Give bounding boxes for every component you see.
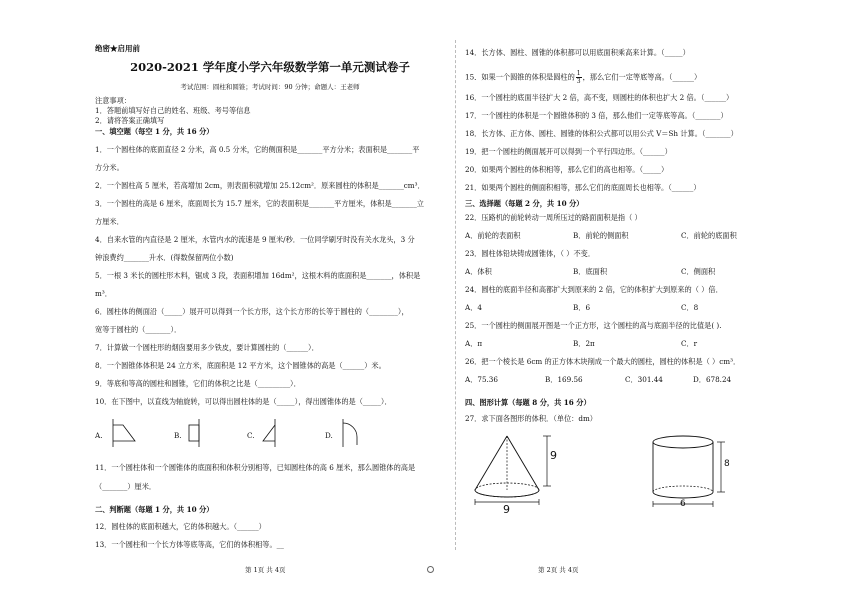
q23-line: 23．圆柱体铅块铸成圆锥体，（ ）不变． — [465, 249, 596, 258]
q10-label-d: D. — [325, 431, 333, 440]
q21-line: 21．如果两个圆柱的侧面积相等，那么它们的底面周长也相等。（______） — [465, 183, 701, 192]
q11-line1: 11．一个圆柱体和一个圆锥体的底面积和体积分别相等，已知圆柱体的高 6 厘米，那么圆锥体的高是 — [95, 463, 416, 472]
section3-title: 三、选择题（每题 2 分，共 10 分） — [465, 199, 584, 208]
q2-line: 2．一个圆柱高 5 厘米，若高增加 2cm，则表面积就增加 25.12cm²．原来圆柱的体积是_______cm³． — [95, 181, 425, 190]
cylinder-base-label: 6 — [680, 499, 686, 509]
q15-text-a: 15．如果一个圆锥的体积是圆柱的 — [465, 72, 575, 82]
q11-line2: （_______）厘米． — [95, 482, 157, 491]
cone-height-label: 9 — [550, 449, 557, 462]
q4-line2: 钟浪费约_______升水．(得数保留两位小数) — [95, 253, 234, 262]
fraction-den: 3 — [576, 78, 581, 85]
q24-option-b: B．6 — [573, 303, 591, 312]
binding-circle — [427, 566, 434, 573]
q7-line: 7．计算做一个圆柱形的烟囱要用多少铁皮，要计算圆柱的（______）． — [95, 343, 319, 352]
q14-line: 14．长方体、圆柱、圆锥的体积都可以用底面积乘高来计算。（_____） — [465, 48, 690, 57]
q16-line: 16．一个圆柱的底面半径扩大 2 倍，高不变，则圆柱的体积也扩大 2 倍。（______） — [465, 93, 734, 102]
q10-figure-d — [337, 417, 367, 449]
section4-title: 四、图形计算（每题 8 分，共 16 分） — [465, 398, 591, 407]
q19-line: 19．把一个圆柱的侧面展开可以得到一个平行四边形。（______） — [465, 147, 672, 156]
q23-option-c: C．侧面积 — [681, 267, 716, 276]
secret-label: 绝密★启用前 — [95, 44, 140, 53]
page-divider — [455, 40, 456, 550]
section1-title: 一、填空题（每空 1 分，共 16 分） — [95, 127, 214, 136]
left-page — [95, 0, 445, 596]
q26-option-b: B．169.56 — [545, 375, 583, 384]
section2-title: 二、判断题（每题 1 分，共 10 分） — [95, 505, 214, 514]
q27-line: 27．求下面各图形的体积．（单位：dm） — [465, 414, 597, 423]
q26-option-d: D．678.24 — [693, 375, 732, 384]
q10-figure-a — [109, 417, 139, 449]
q25-option-a: A．π — [465, 339, 483, 348]
one-third-fraction — [576, 70, 582, 85]
notes-title: 注意事项： — [95, 96, 131, 105]
q10-figure-c — [259, 417, 289, 449]
q24-line: 24．圆柱的底面半径和高都扩大到原来的 2 倍，它的体积扩大到原来的（ ）倍． — [465, 285, 723, 294]
q23-option-a: A．体积 — [465, 267, 492, 276]
q24-option-a: A．4 — [465, 303, 482, 312]
q26-option-a: A．75.36 — [465, 375, 498, 384]
q12-line: 12．圆柱体的底面积越大，它的体积越大。（______） — [95, 522, 266, 531]
q1-line1: 1．一个圆柱体的底面直径 2 分米，高 0.5 分米，它的侧面积是_______平方分米；表面积是_______平 — [95, 145, 420, 154]
q4-line1: 4．自来水管的内直径是 2 厘米，水管内水的流速是 9 厘米/秒．一位同学刷牙时没有关水龙头，3 分 — [95, 235, 415, 244]
q5-line1: 5．一根 3 米长的圆柱形木料，锯成 3 段，表面积增加 16dm²，这根木料的底面积是_______，体积是 — [95, 271, 421, 280]
q9-line: 9．等底和等高的圆柱和圆锥，它们的体积之比是（_________）． — [95, 379, 301, 388]
q26-line: 26．把一个棱长是 6cm 的正方体木块削成一个最大的圆柱，圆柱的体积是（ ）cm³． — [465, 357, 741, 366]
q6-line2: 宽等于圆柱的（_______）． — [95, 325, 182, 334]
q10-label-a: A. — [95, 431, 103, 440]
exam-meta: 考试范围：圆柱和圆锥；考试时间：90 分钟；命题人：王老师 — [180, 83, 360, 91]
q15-line — [465, 70, 701, 85]
note-2: 2．请将答案正确填写 — [95, 116, 165, 125]
right-page — [465, 0, 815, 596]
q20-line: 20．如果两个圆柱的体积相等，那么它们的高也相等。（_____） — [465, 165, 669, 174]
cone-base-label: 9 — [503, 503, 510, 516]
q1-line2: 方分米。 — [95, 163, 124, 172]
cone-figure — [465, 430, 565, 512]
q26-option-c: C．301.44 — [625, 375, 663, 384]
q25-line: 25．一个圆柱的侧面展开图是一个正方形，这个圆柱的高与底面半径的比值是( ). — [465, 321, 722, 330]
q25-option-c: C．r — [681, 339, 698, 348]
q13-line: 13．一个圆柱和一个长方体等底等高，它们的体积相等。__ — [95, 540, 284, 549]
footer-right-page-number: 第 2页 共 4页 — [538, 566, 579, 574]
q25-option-b: B．2π — [573, 339, 595, 348]
q5-line2: m³． — [95, 289, 112, 298]
q24-option-c: C．8 — [681, 303, 699, 312]
q18-line: 18．长方体、正方体、圆柱、圆锥的体积公式都可以用公式 V＝Sh 计算。（_______） — [465, 129, 738, 138]
fraction-num: 1 — [576, 70, 581, 77]
q22-line: 22．压路机的前轮转动一周所压过的路面面积是指（ ） — [465, 213, 642, 222]
q15-text-b: ，那么它们一定等底等高。（______） — [582, 72, 702, 82]
q22-option-c: C．前轮的底面积 — [681, 231, 737, 240]
note-1: 1．答题前填写好自己的姓名、班级、考号等信息 — [95, 106, 251, 115]
q8-line: 8．一个圆锥体体积是 24 立方米，底面积是 12 平方米，这个圆锥体的高是（______）米。 — [95, 361, 386, 370]
q22-option-b: B．前轮的侧面积 — [573, 231, 629, 240]
q10-label-b: B. — [174, 431, 182, 440]
q10-line: 10．在下图中，以直线为轴旋转，可以得出圆柱体的是（_____），得出圆锥体的是（_____）． — [95, 397, 392, 406]
q10-figure-b — [185, 417, 215, 449]
q10-label-c: C. — [247, 431, 255, 440]
q17-line: 17．一个圆柱的体积是一个圆锥体积的 3 倍，那么他们一定等底等高。（_______） — [465, 111, 728, 120]
q3-line2: 方厘米． — [95, 217, 124, 226]
cylinder-figure — [645, 430, 745, 512]
q23-option-b: B．底面积 — [573, 267, 608, 276]
q3-line1: 3．一个圆柱的高是 6 厘米，底面周长为 15.7 厘米，它的表面积是_______平方厘米，体积是_______立 — [95, 199, 424, 208]
q6-line1: 6．圆柱体的侧面沿（_____）展开可以得到一个长方形，这个长方形的长等于圆柱的（________）， — [95, 307, 409, 316]
cylinder-height-label: 8 — [724, 459, 730, 469]
exam-title: 2020-2021 学年度小学六年级数学第一单元测试卷子 — [130, 60, 410, 74]
q22-option-a: A．前轮的表面积 — [465, 231, 521, 240]
footer-left-page-number: 第 1页 共 4页 — [245, 566, 286, 574]
